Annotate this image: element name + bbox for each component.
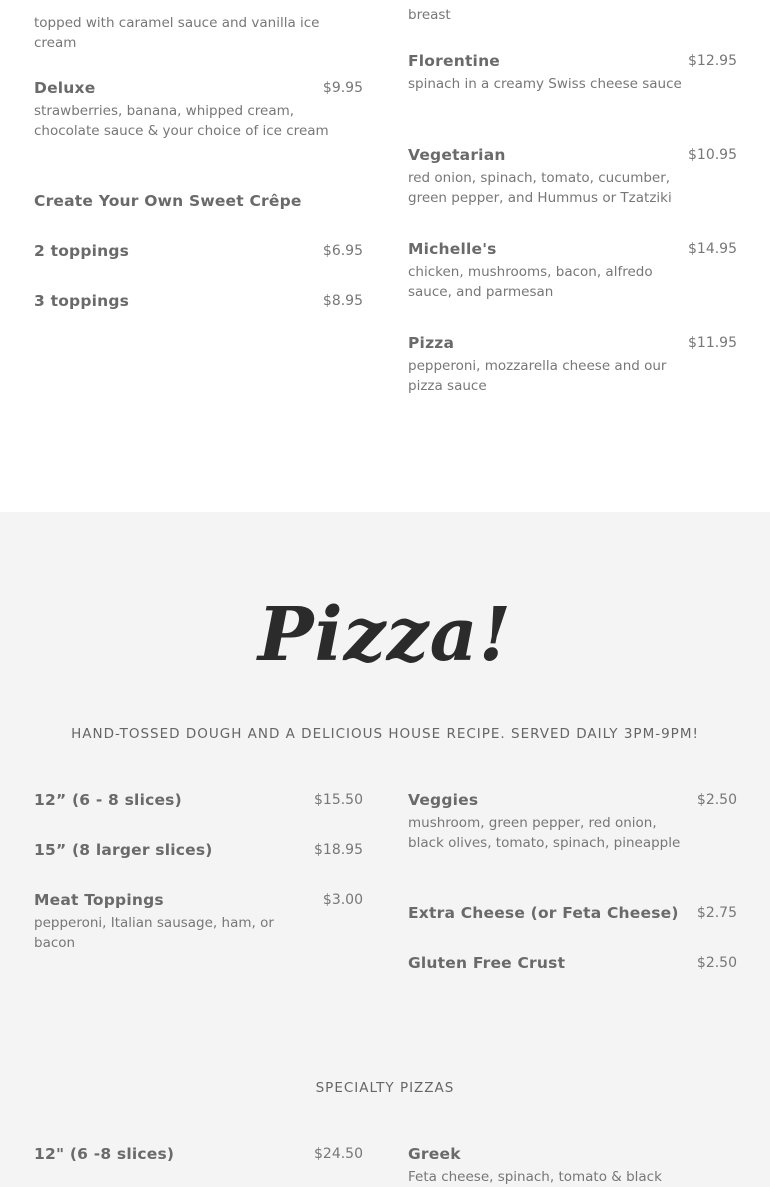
item-price: $9.95 (322, 80, 363, 96)
menu-item (408, 1144, 737, 1187)
item-name: Meat Toppings (34, 891, 164, 909)
item-price: $15.50 (314, 792, 363, 808)
menu-item (34, 890, 363, 953)
menu-item (34, 790, 363, 810)
menu-item-partial (408, 2, 737, 26)
item-price: $2.75 (696, 905, 737, 921)
item-description: red onion, spinach, tomato, cucumber, green pepper, and Hummus or Tzatziki (408, 170, 672, 206)
item-name: Florentine (408, 52, 501, 70)
item-name: 12” (6 - 8 slices) (34, 791, 182, 809)
item-price: $6.95 (322, 243, 363, 259)
item-description: topped with caramel sauce and vanilla ice cream (34, 15, 320, 51)
item-description: Feta cheese, spinach, tomato & black (408, 1169, 662, 1185)
item-price: $2.50 (696, 792, 737, 808)
item-description: strawberries, banana, whipped cream, chocolate sauce & your choice of ice cream (34, 103, 329, 139)
item-name: Gluten Free Crust (408, 954, 566, 972)
item-description: pepperoni, Italian sausage, ham, or bacon (34, 915, 274, 951)
menu-item (34, 78, 363, 141)
item-description: mushroom, green pepper, red onion, black olives, tomato, spinach, pineapple (408, 815, 681, 851)
item-description: breast (408, 7, 451, 23)
menu-item (34, 840, 363, 860)
item-name: Deluxe (34, 79, 96, 97)
item-price: $11.95 (688, 335, 737, 351)
item-price: $12.95 (688, 53, 737, 69)
item-name: Greek (408, 1145, 461, 1163)
item-description: spinach in a creamy Swiss cheese sauce (408, 76, 682, 92)
menu-item (408, 239, 737, 302)
item-name: Michelle's (408, 240, 497, 258)
item-price: $3.00 (322, 892, 363, 908)
item-price: $14.95 (688, 241, 737, 257)
menu-item (408, 333, 737, 396)
menu-item (34, 241, 363, 261)
item-name: 15” (8 larger slices) (34, 841, 213, 859)
menu-item (34, 191, 363, 211)
section-subtitle: HAND-TOSSED DOUGH AND A DELICIOUS HOUSE RECIPE. SERVED DAILY 3PM-9PM! (71, 726, 699, 742)
section-title: Pizza! (257, 592, 513, 678)
menu-item (408, 790, 737, 853)
menu-item (408, 953, 737, 973)
item-name: 12" (6 -8 slices) (34, 1145, 175, 1163)
specialty-heading: SPECIALTY PIZZAS (315, 1080, 455, 1096)
item-price: $8.95 (322, 293, 363, 309)
menu-item (34, 291, 363, 311)
item-name: Create Your Own Sweet Crêpe (34, 192, 302, 210)
menu-item-partial (34, 10, 363, 53)
item-description: pepperoni, mozzarella cheese and our pizza sauce (408, 358, 667, 394)
menu-item (408, 51, 737, 95)
item-price: $10.95 (688, 147, 737, 163)
menu-item (408, 903, 737, 923)
item-name: 3 toppings (34, 292, 130, 310)
item-price: $18.95 (314, 842, 363, 858)
menu-item (34, 1144, 363, 1164)
menu-item (408, 145, 737, 208)
item-price: $2.50 (696, 955, 737, 971)
item-name: Extra Cheese (or Feta Cheese) (408, 904, 679, 922)
item-name: Pizza (408, 334, 455, 352)
item-name: Vegetarian (408, 146, 506, 164)
item-name: 2 toppings (34, 242, 130, 260)
item-name: Veggies (408, 791, 479, 809)
item-price: $24.50 (314, 1146, 363, 1162)
item-description: chicken, mushrooms, bacon, alfredo sauce, and parmesan (408, 264, 653, 300)
